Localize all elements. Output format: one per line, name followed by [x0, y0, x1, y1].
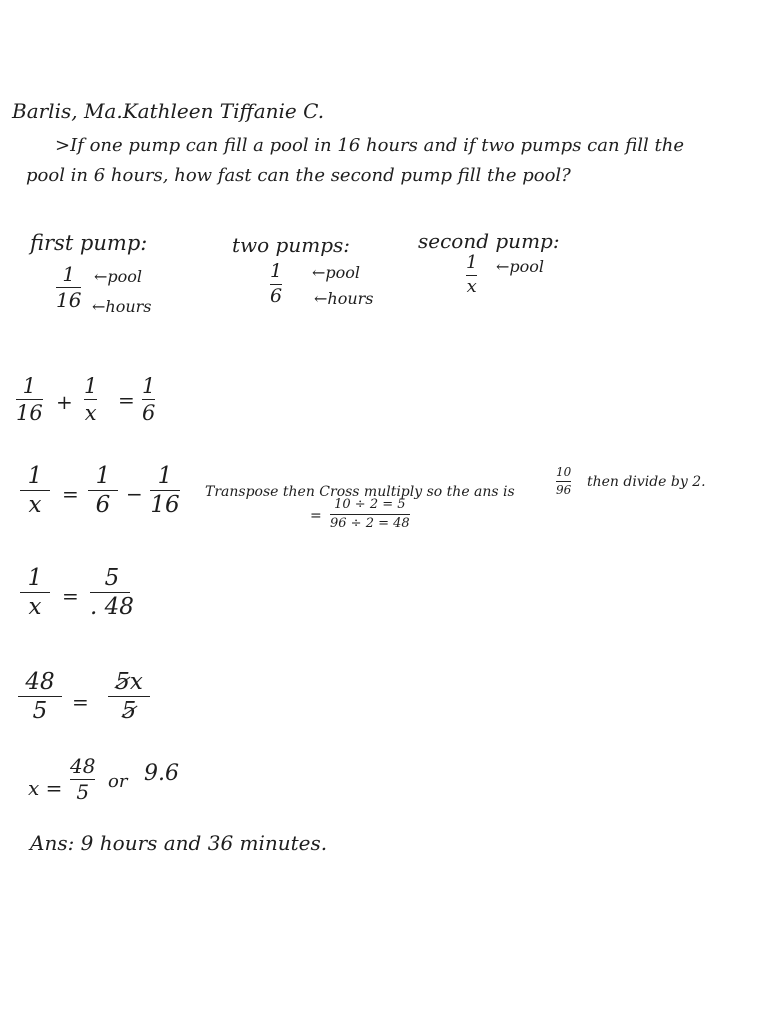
- fraction-numerator: 5: [104, 565, 120, 591]
- eq3-term-b: [90, 566, 134, 619]
- eq4-term-a: [18, 670, 62, 723]
- two-pumps-hours-note: ←hours: [314, 289, 374, 308]
- note-equals: =: [310, 508, 322, 524]
- eq2-term-b: [88, 464, 118, 517]
- eq2-term-c: [150, 464, 180, 517]
- fraction-denominator: 16: [16, 401, 43, 426]
- fraction-denominator: 6: [142, 401, 156, 426]
- fraction-denominator: . 48: [90, 594, 134, 621]
- variable-x: x: [129, 669, 143, 695]
- fraction-bar: [90, 592, 130, 593]
- eq1-term-c: [142, 375, 155, 424]
- eq2-term-a: [20, 464, 50, 517]
- note-fraction: [556, 466, 571, 496]
- fraction-bar: [556, 481, 571, 482]
- cancelled-digit: 5: [121, 698, 137, 725]
- fraction-bar: [20, 592, 50, 593]
- student-name: Barlis, Ma.Kathleen Tiffanie C.: [12, 99, 325, 123]
- first-pump-pool-note: ←pool: [94, 267, 143, 286]
- fraction-numerator: 1: [466, 252, 478, 273]
- eq5-decimal: 9.6: [144, 761, 179, 786]
- fraction-bar: [20, 490, 50, 491]
- fraction-denominator: 6: [270, 284, 283, 307]
- fraction-numerator: 1: [84, 374, 98, 398]
- fraction-denominator: [122, 699, 137, 723]
- first-pump-hours-note: ←hours: [92, 297, 152, 316]
- second-pump-pool-note: ←pool: [496, 257, 545, 276]
- second-pump-title: second pump:: [418, 229, 560, 253]
- fraction-denominator: x: [466, 275, 477, 297]
- eq1-plus: +: [56, 390, 73, 414]
- fraction-denominator: 5: [76, 780, 90, 804]
- two-pumps-fraction: [270, 262, 282, 307]
- fraction-bar: [16, 399, 43, 400]
- fraction-denominator: 16: [150, 492, 180, 519]
- note-divide-by-two: [330, 498, 410, 530]
- eq4-equals: =: [72, 690, 89, 714]
- fraction-numerator: 1: [95, 463, 111, 489]
- eq2-minus: −: [126, 482, 143, 506]
- fraction-numerator: 1: [270, 260, 283, 282]
- two-pumps-title: two pumps:: [232, 233, 351, 257]
- fraction-bar: [84, 399, 97, 400]
- cancelled-digit: 5: [115, 669, 130, 695]
- fraction-numerator: 1: [27, 463, 43, 489]
- eq3-term-a: [20, 566, 50, 619]
- fraction-denominator: x: [28, 492, 42, 519]
- fraction-numerator: 10: [556, 465, 572, 479]
- final-answer: Ans: 9 hours and 36 minutes.: [30, 831, 328, 855]
- fraction-bar: [330, 514, 410, 515]
- fraction-numerator: 10 ÷ 2 = 5: [334, 497, 406, 512]
- fraction-bar: [108, 696, 150, 697]
- eq5-fraction: [70, 756, 95, 803]
- fraction-numerator: [115, 670, 143, 694]
- fraction-denominator: 96 ÷ 2 = 48: [330, 515, 410, 531]
- fraction-numerator: 1: [27, 565, 43, 591]
- fraction-numerator: 1: [157, 463, 173, 489]
- first-pump-title: first pump:: [30, 231, 148, 255]
- problem-line-1: >If one pump can fill a pool in 16 hours and if two pumps can fill the: [55, 135, 685, 156]
- fraction-numerator: 1: [22, 374, 37, 398]
- fraction-bar: [150, 490, 180, 491]
- eq3-equals: =: [62, 584, 79, 608]
- fraction-denominator: 96: [556, 482, 572, 497]
- fraction-denominator: x: [84, 401, 97, 426]
- fraction-denominator: 6: [95, 492, 111, 519]
- fraction-denominator: x: [28, 594, 42, 621]
- eq1-term-b: [84, 375, 97, 424]
- fraction-bar: [142, 399, 155, 400]
- fraction-numerator: 1: [142, 374, 156, 398]
- fraction-numerator: 1: [62, 262, 76, 286]
- fraction-bar: [88, 490, 118, 491]
- problem-line-2: pool in 6 hours, how fast can the second pump fill the pool?: [26, 165, 571, 186]
- eq1-equals: =: [118, 388, 135, 412]
- two-pumps-pool-note: ←pool: [312, 263, 361, 282]
- eq2-equals: =: [62, 482, 79, 506]
- fraction-numerator: 48: [70, 754, 96, 778]
- eq5-or: or: [108, 771, 128, 792]
- note-text-after: then divide by 2.: [587, 474, 706, 490]
- eq4-term-b: [108, 670, 150, 723]
- second-pump-fraction: [466, 254, 477, 297]
- fraction-numerator: 48: [25, 669, 55, 695]
- fraction-bar: [18, 696, 62, 697]
- eq1-term-a: [16, 375, 43, 424]
- eq5-lhs: x =: [28, 776, 63, 800]
- note-text-before: Transpose then Cross multiply so the ans is: [205, 484, 515, 500]
- fraction-denominator: 16: [56, 288, 82, 312]
- fraction-denominator: 5: [32, 698, 48, 725]
- first-pump-fraction: [56, 264, 81, 311]
